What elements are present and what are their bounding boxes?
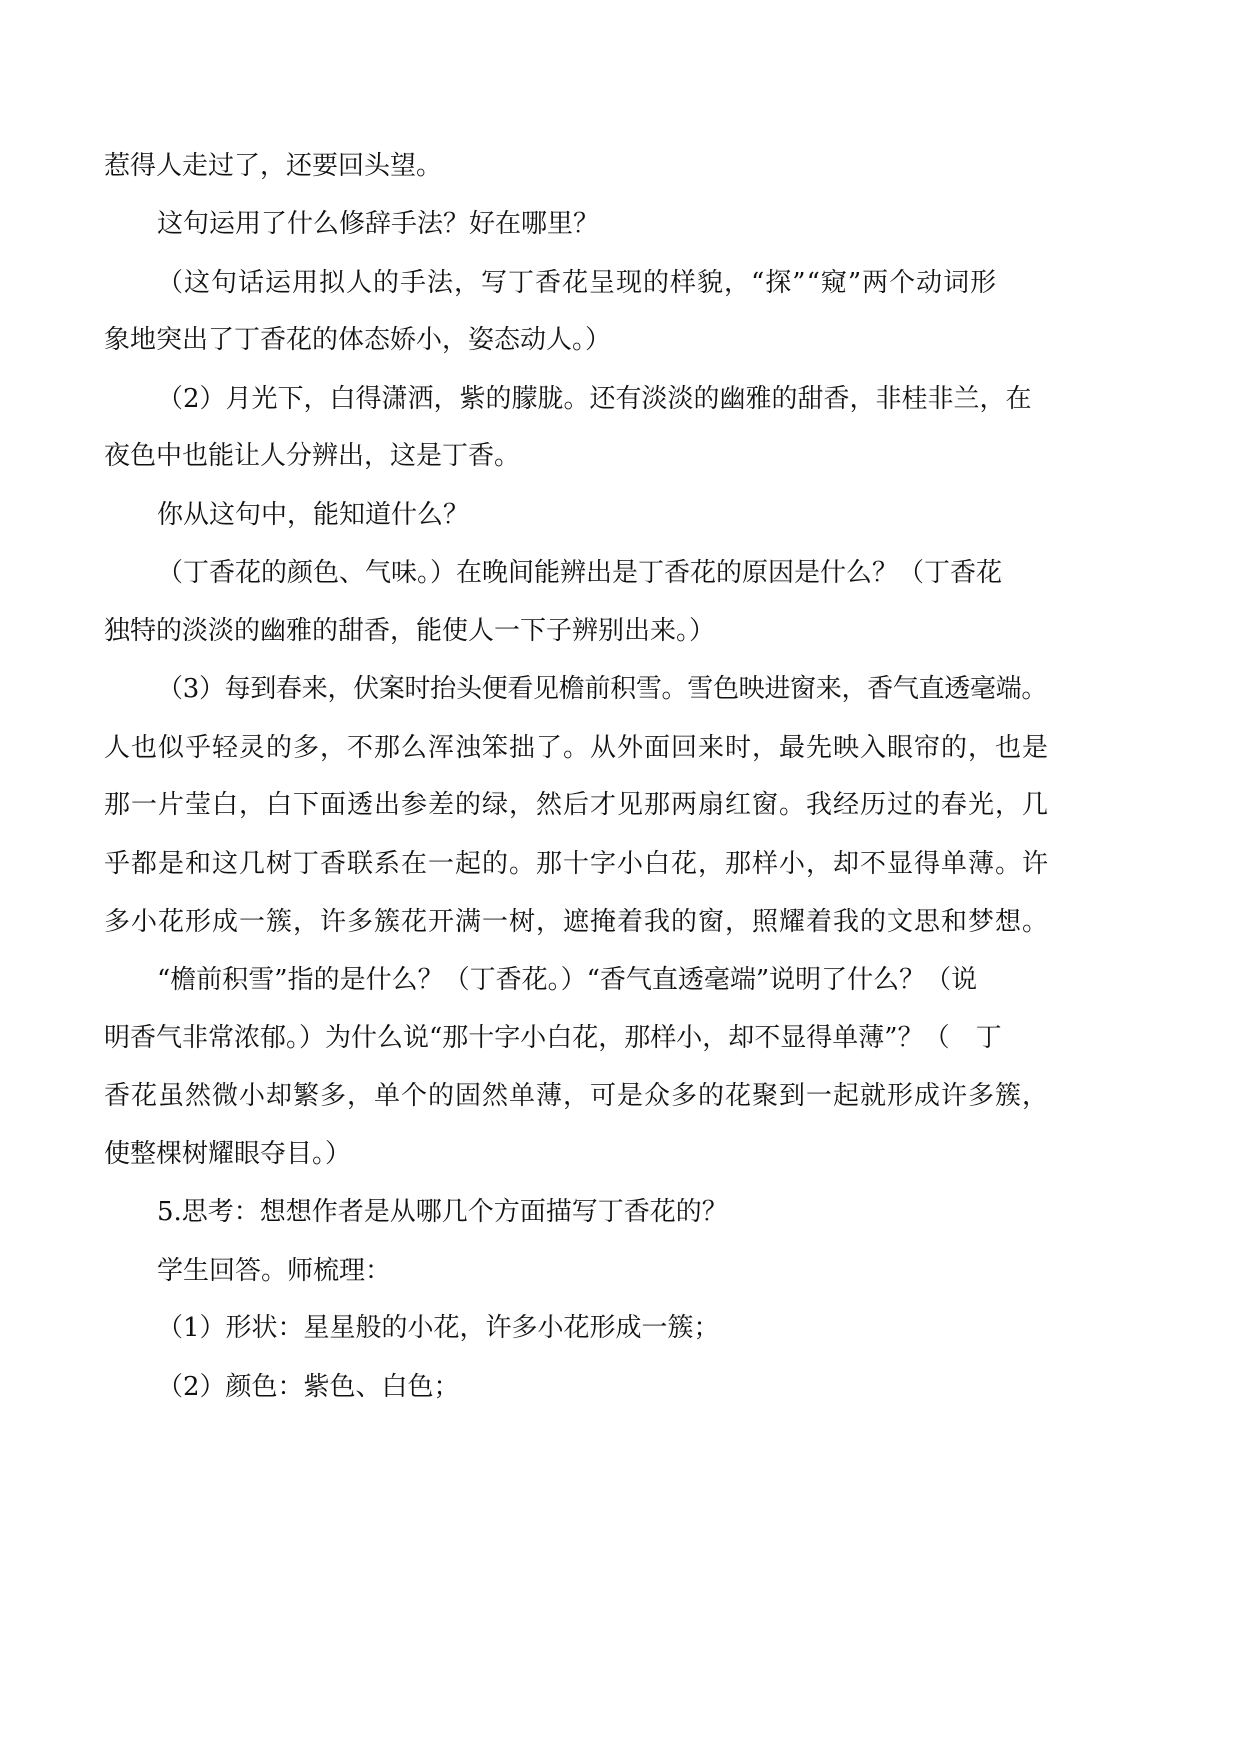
text-line: （这句话运用拟人的手法，写丁香花呈现的样貌，“探”“窥”两个动词形 [157, 268, 998, 298]
text-line: 象地突出了丁香花的体态娇小，姿态动人。） [104, 325, 612, 355]
text-line: 你从这句中，能知道什么？ [157, 500, 470, 530]
text-line: 5.思考：想想作者是从哪几个方面描写丁香花的？ [157, 1197, 728, 1227]
text-line: 这句运用了什么修辞手法？好在哪里？ [157, 209, 600, 239]
text-line: （3）每到春来，伏案时抬头便看见檐前积雪。雪色映进窗来，香气直透毫端。 [157, 674, 1048, 704]
text-line: 夜色中也能让人分辨出，这是丁香。 [104, 441, 521, 471]
text-line: （2）月光下，白得潇洒，紫的朦胧。还有淡淡的幽雅的甜香，非桂非兰，在 [157, 384, 1032, 414]
text-line: 乎都是和这几树丁香联系在一起的。那十字小白花，那样小，却不显得单薄。许 [104, 849, 1050, 879]
text-line: （1）形状：星星般的小花，许多小花形成一簇； [157, 1313, 720, 1343]
text-line: 惹得人走过了，还要回头望。 [104, 151, 443, 181]
text-line: 那一片莹白，白下面透出参差的绿，然后才见那两扇红窗。我经历过的春光，几 [104, 790, 1050, 820]
text-line: （丁香花的颜色、气味。）在晚间能辨出是丁香花的原因是什么？（丁香花 [157, 558, 1003, 588]
text-line: （2）颜色：紫色、白色； [157, 1372, 460, 1402]
text-line: 人也似乎轻灵的多，不那么浑浊笨拙了。从外面回来时，最先映入眼帘的，也是 [104, 733, 1050, 763]
text-line: 学生回答。师梳理： [157, 1256, 392, 1286]
text-line: 使整棵树耀眼夺目。） [104, 1139, 352, 1169]
text-line: 明香气非常浓郁。）为什么说“那十字小白花，那样小，却不显得单薄”？（ 丁 [104, 1023, 1002, 1053]
text-line: 多小花形成一簇，许多簇花开满一树，遮掩着我的窗，照耀着我的文思和梦想。 [104, 907, 1050, 937]
text-line: 香花虽然微小却繁多，单个的固然单薄，可是众多的花聚到一起就形成许多簇， [104, 1081, 1050, 1111]
text-line: 独特的淡淡的幽雅的甜香，能使人一下子辨别出来。） [104, 616, 716, 646]
text-line: “檐前积雪”指的是什么？（丁香花。）“香气直透毫端”说明了什么？（说 [157, 965, 978, 995]
